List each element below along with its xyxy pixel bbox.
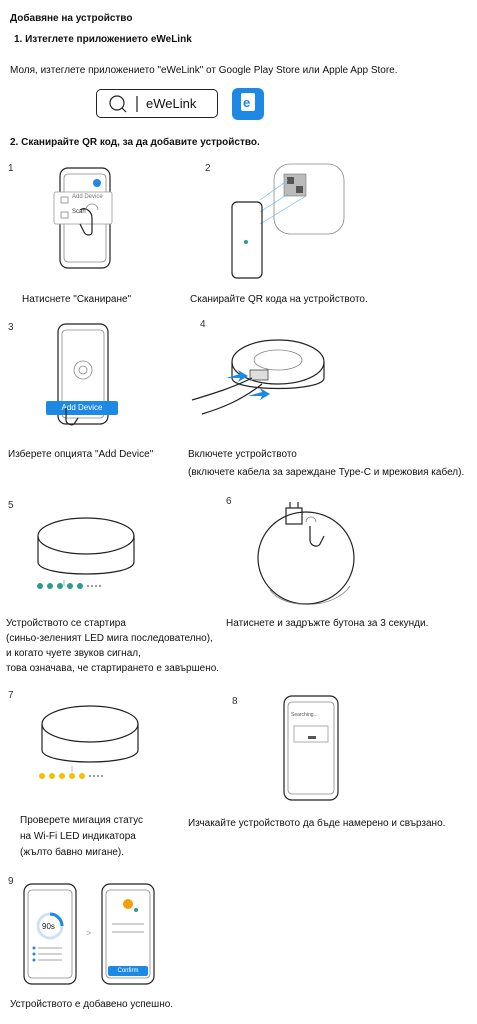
chevron-right-icon: >: [86, 928, 92, 938]
step1-heading: 1. Изтеглете приложението eWeLink: [14, 34, 192, 45]
step-5-caption-line3: и когато чуете звуков сигнал,: [6, 648, 141, 659]
step-number-3: 3: [8, 322, 14, 333]
search-brand-text: eWeLink: [146, 96, 197, 111]
searching-label: Searching...: [291, 712, 318, 718]
screen-scan-label: Scan: [72, 209, 86, 215]
press-button-illustration: [254, 500, 364, 610]
step-number-6: 6: [226, 496, 232, 507]
step-7-caption-line2: на Wi-Fi LED индикатора: [20, 831, 136, 842]
phone-scan-illustration: [52, 166, 162, 276]
step-number-8: 8: [232, 696, 238, 707]
step1-text: Моля, изтеглете приложението "eWeLink" от Google Play Store или Apple App Store.: [10, 65, 398, 76]
step-number-7: 7: [8, 690, 14, 701]
page-title: Добавяне на устройство: [10, 13, 133, 24]
plug-in-cables-illustration: [192, 334, 332, 434]
add-device-button-label: Add Device: [61, 403, 103, 412]
hand-pointer-icon: [62, 406, 86, 430]
step-number-9: 9: [8, 876, 14, 887]
confirm-button-label: Confirm: [117, 968, 139, 974]
screen-add-device-label: Add Device: [72, 194, 103, 200]
device-led-yellow-illustration: [38, 702, 148, 792]
step-5-caption-line2: (синьо-зеленият LED мига последователно),: [6, 633, 213, 644]
step-number-2: 2: [205, 163, 211, 174]
step-8-caption: Изчакайте устройството да бъде намерено и свързано.: [188, 818, 446, 829]
step-7-caption-line3: (жълто бавно мигане).: [20, 847, 125, 858]
confirm-button[interactable]: [108, 966, 148, 976]
step-number-1: 1: [8, 163, 14, 174]
timer-label: 90s: [42, 922, 55, 931]
phone-searching-illustration: [282, 694, 342, 804]
step-number-4: 4: [200, 319, 206, 330]
step-9-caption: Устройството е добавено успешно.: [10, 999, 174, 1010]
step-5-caption-line4: това означава, че стартирането е завършено.: [6, 663, 220, 674]
step-5-caption-line1: Устройството се стартира: [6, 618, 126, 629]
step-6-caption: Натиснете и задръжте бутона за 3 секунди.: [226, 618, 429, 629]
step-1-caption: Натиснете "Сканиране": [22, 294, 132, 305]
device-led-teal-illustration: [34, 514, 144, 604]
step-number-5: 5: [8, 500, 14, 511]
step-4-caption-line2: (включете кабела за зареждане Type-C и мрежовия кабел).: [188, 467, 465, 478]
step-3-caption: Изберете опцията "Add Device": [8, 449, 154, 460]
step-4-caption-line1: Включете устройството: [188, 449, 297, 460]
step-7-caption-line1: Проверете мигация статус: [20, 815, 144, 826]
phone-timer-illustration: [22, 882, 82, 986]
step2-heading: 2. Сканирайте QR код, за да добавите устройство.: [10, 137, 260, 148]
ewelink-app-icon: e: [232, 88, 264, 120]
ewelink-search-box: [96, 89, 218, 118]
qr-scan-illustration: [230, 160, 350, 280]
step-2-caption: Сканирайте QR кода на устройството.: [190, 294, 368, 305]
